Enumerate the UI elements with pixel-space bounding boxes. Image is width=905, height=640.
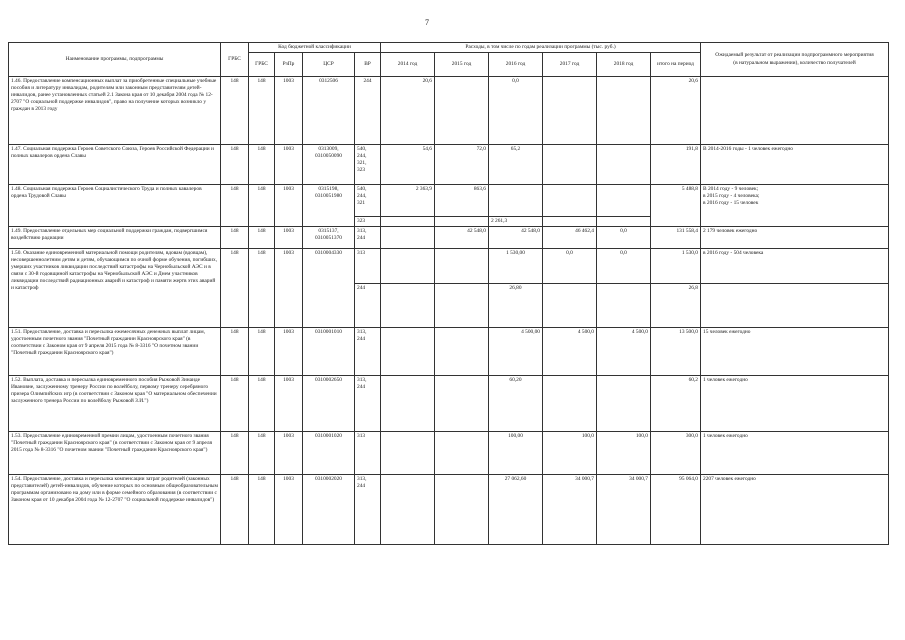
y2018-cell — [597, 284, 651, 328]
program-name: 1.47. Социальная поддержка Героев Советского Союза, Героев Российской Федерации и полных кавалеров ордена Славы — [9, 145, 221, 185]
y2018-cell: 0,0 — [597, 249, 651, 284]
header-2015: 2015 год — [435, 53, 489, 77]
grbs-code-cell: 148 — [249, 328, 275, 376]
csr-cell: 0315137, 0310051370 — [303, 227, 355, 249]
program-name: 1.54. Предоставление, доставка и пересылка компенсации затрат родителей (законных представителей) детей-инвалидов, обучение которых по основным общеобразовательным программам организовано на дому или в форме семейного образования (в соответствии с Законом края от 10 декабря 2004 года № 12-2707 "О социальной поддержке инвалидов") — [9, 475, 221, 545]
y2016-cell: 60,20 — [489, 376, 543, 432]
page-number: 7 — [425, 18, 429, 27]
y2015-cell: 72,0 — [435, 145, 489, 185]
y2017-cell — [543, 376, 597, 432]
y2017-cell: 34 000,7 — [543, 475, 597, 545]
result-cell — [701, 77, 889, 145]
grbs-code-cell: 148 — [249, 185, 275, 227]
grbs-cell: 148 — [221, 376, 249, 432]
csr-cell: 0310002020 — [303, 475, 355, 545]
csr-cell: 0310002650 — [303, 376, 355, 432]
y2014-cell — [381, 284, 435, 328]
grbs-code-cell: 148 — [249, 77, 275, 145]
y2016-cell — [489, 185, 543, 217]
y2014-cell — [381, 432, 435, 475]
rzpr-cell: 1003 — [275, 432, 303, 475]
header-2017: 2017 год — [543, 53, 597, 77]
header-2016: 2016 год — [489, 53, 543, 77]
header-2014: 2014 год — [381, 53, 435, 77]
y2018-cell: 0,0 — [597, 227, 651, 249]
y2015-cell — [435, 475, 489, 545]
total-cell: 13 500,0 — [651, 328, 701, 376]
result-cell: В 2014-2016 годы - 1 человек ежегодно — [701, 145, 889, 185]
grbs-code-cell: 148 — [249, 432, 275, 475]
y2015-cell — [435, 217, 489, 227]
y2017-cell: 0,0 — [543, 249, 597, 284]
program-name: 1.51. Предоставление, доставка и пересылка ежемесячных денежных выплат лицам, удостоенным почетного звания "Почетный гражданин Красноярского края" (в соответствии с Законом края от 9 апреля 2015 года № 8-3316 "О почетном звании "Почетный гражданин Красноярского края") — [9, 328, 221, 376]
vr-cell: 540, 244, 321 — [355, 185, 381, 217]
y2017-cell — [543, 145, 597, 185]
csr-cell: 0310004330 — [303, 249, 355, 328]
total-cell: 26,8 — [651, 284, 701, 328]
grbs-cell: 148 — [221, 475, 249, 545]
table-row — [9, 432, 889, 475]
total-cell: 60,2 — [651, 376, 701, 432]
grbs-cell: 148 — [221, 185, 249, 227]
program-name: 1.49. Предоставление отдельных мер социальной поддержки граждан, подвергшимся воздействию радиации — [9, 227, 221, 249]
y2017-cell — [543, 217, 597, 227]
y2014-cell — [381, 328, 435, 376]
header-expenses: Расходы, в том числе по годам реализации программы (тыс. руб.) — [381, 43, 701, 53]
program-name: 1.53. Предоставление единовременной премии лицам, удостоенным почетного звания "Почетный гражданин Красноярского края" (в соответствии с Законом края от 9 апреля 2015 года № 8-3316 "О почетном звании "Почетный гражданин Красноярского края") — [9, 432, 221, 475]
rzpr-cell: 1003 — [275, 77, 303, 145]
header-name: Наименование программы, подпрограммы — [9, 43, 221, 77]
csr-cell: 0310001020 — [303, 432, 355, 475]
y2015-cell: 863,6 — [435, 185, 489, 217]
y2017-cell — [543, 284, 597, 328]
y2018-cell: 100,0 — [597, 432, 651, 475]
grbs-code-cell: 148 — [249, 376, 275, 432]
y2018-cell — [597, 185, 651, 217]
total-cell: 95 064,0 — [651, 475, 701, 545]
y2018-cell — [597, 145, 651, 185]
header-result: Ожидаемый результат от реализации подпрограммного мероприятия (в натуральном выражении), количество получателей — [701, 43, 889, 77]
y2017-cell — [543, 77, 597, 145]
vr-cell: 313, 244 — [355, 328, 381, 376]
y2015-cell — [435, 77, 489, 145]
result-cell: В 2014 году - 9 человек; в 2015 году - 4 человека; в 2016 году - 15 человек — [701, 185, 889, 227]
csr-cell: 0315198, 0310051980 — [303, 185, 355, 227]
header-rzpr: РзПр — [275, 53, 303, 77]
vr-cell: 313, 244 — [355, 227, 381, 249]
y2014-cell — [381, 227, 435, 249]
y2018-cell: 4 500,0 — [597, 328, 651, 376]
rzpr-cell: 1003 — [275, 227, 303, 249]
y2015-cell — [435, 432, 489, 475]
table-row — [9, 227, 889, 249]
vr-cell: 313 — [355, 432, 381, 475]
vr-cell: 244 — [355, 284, 381, 328]
vr-cell: 323 — [355, 217, 381, 227]
y2018-cell — [597, 376, 651, 432]
result-cell: 2 179 человек ежегодно — [701, 227, 889, 249]
grbs-cell: 148 — [221, 249, 249, 328]
grbs-code-cell: 148 — [249, 145, 275, 185]
grbs-cell: 148 — [221, 77, 249, 145]
y2014-cell: 20,6 — [381, 77, 435, 145]
csr-cell: 0312506 — [303, 77, 355, 145]
program-name: 1.52. Выплата, доставка и пересылка единовременного пособия Рыжовой Зинаиде Ивановне, заслуженному тренеру России по волейболу, первому тренеру серебряного призера Олимпийских игр (в соответствии с Законом края "О материальном обеспечении заслуженного тренера России по волейболу Рыжовой З.И.") — [9, 376, 221, 432]
header-csr: ЦСР — [303, 53, 355, 77]
y2014-cell — [381, 217, 435, 227]
grbs-code-cell: 148 — [249, 227, 275, 249]
result-cell: в 2016 году - 504 человека — [701, 249, 889, 284]
y2014-cell — [381, 376, 435, 432]
rzpr-cell: 1003 — [275, 376, 303, 432]
y2016-cell: 100,00 — [489, 432, 543, 475]
y2018-cell: 34 000,7 — [597, 475, 651, 545]
grbs-cell: 148 — [221, 227, 249, 249]
result-cell: 2207 человек ежегодно — [701, 475, 889, 545]
program-name: 1.46. Предоставление компенсационных выплат за приобретенные специальные учебные пособия и литературу инвалидам, родителям или законным представителям детей-инвалидов, ранее установленных статьей 2.1 Закона края от 10 декабря 2004 года № 12-2707 "О социальной поддержке инвалидов", право на получение которых возникло у граждан в 2013 году — [9, 77, 221, 145]
header-budget-code: Код бюджетной классификации — [249, 43, 381, 53]
y2016-cell: 0,0 — [489, 77, 543, 145]
y2016-cell: 1 530,00 — [489, 249, 543, 284]
y2016-cell: 27 062,60 — [489, 475, 543, 545]
grbs-cell: 148 — [221, 145, 249, 185]
table-row — [9, 376, 889, 432]
csr-cell: 0310001010 — [303, 328, 355, 376]
y2014-cell — [381, 475, 435, 545]
vr-cell: 313, 244 — [355, 376, 381, 432]
y2014-cell: 54,6 — [381, 145, 435, 185]
csr-cell: 0313009, 0310050090 — [303, 145, 355, 185]
header-vr: ВР — [355, 53, 381, 77]
y2017-cell: 46 462,4 — [543, 227, 597, 249]
y2016-cell: 2 261,3 — [489, 217, 543, 227]
y2017-cell: 100,0 — [543, 432, 597, 475]
grbs-code-cell: 148 — [249, 475, 275, 545]
table-row — [9, 185, 889, 217]
y2018-cell — [597, 77, 651, 145]
rzpr-cell: 1003 — [275, 145, 303, 185]
total-cell: 20,6 — [651, 77, 701, 145]
result-cell: 15 человек ежегодно — [701, 328, 889, 376]
grbs-cell: 148 — [221, 432, 249, 475]
rzpr-cell: 1003 — [275, 328, 303, 376]
vr-cell: 313 — [355, 249, 381, 284]
table-row — [9, 249, 889, 284]
vr-cell: 540, 244, 321, 323 — [355, 145, 381, 185]
y2015-cell — [435, 328, 489, 376]
budget-table — [8, 42, 889, 545]
y2015-cell — [435, 284, 489, 328]
y2017-cell — [543, 185, 597, 217]
header-2018: 2018 год — [597, 53, 651, 77]
table-row — [9, 475, 889, 545]
rzpr-cell: 1003 — [275, 249, 303, 328]
vr-cell: 244 — [355, 77, 381, 145]
vr-cell: 313, 244 — [355, 475, 381, 545]
total-cell: 300,0 — [651, 432, 701, 475]
y2016-cell: 65,2 — [489, 145, 543, 185]
y2015-cell: 42 548,0 — [435, 227, 489, 249]
y2015-cell — [435, 376, 489, 432]
y2016-cell: 26,80 — [489, 284, 543, 328]
header-grbs-sub: ГРБС — [249, 53, 275, 77]
rzpr-cell: 1003 — [275, 475, 303, 545]
program-name: 1.50. Оказание единовременной материальной помощи родителям, вдовам (вдовцам), несовершеннолетним детям и детям, обучающимся по очной форме обучения, погибших, умерших участников ликвидации последствий катастрофы на Чернобыльской АЭС и в связи с 30-й годовщиной катастрофы на Чернобыльской АЭС и Днем участников ликвидации последствий радиационных аварий и катастроф и памяти жертв этих аварий и катастроф — [9, 249, 221, 328]
y2016-cell: 42 548,0 — [489, 227, 543, 249]
rzpr-cell: 1003 — [275, 185, 303, 227]
result-cell: 1 человек ежегодно — [701, 376, 889, 432]
table-row — [9, 328, 889, 376]
y2014-cell — [381, 249, 435, 284]
table-row — [9, 145, 889, 185]
result-cell: 1 человек ежегодно — [701, 432, 889, 475]
header-grbs: ГРБС — [221, 43, 249, 77]
program-name: 1.48. Социальная поддержка Героев Социалистического Труда и полных кавалеров ордена Трудовой Славы — [9, 185, 221, 227]
total-cell: 5 488,8 — [651, 185, 701, 227]
grbs-code-cell: 148 — [249, 249, 275, 328]
y2014-cell: 2 363,9 — [381, 185, 435, 217]
table-row — [9, 77, 889, 145]
y2017-cell: 4 500,0 — [543, 328, 597, 376]
y2016-cell: 4 500,00 — [489, 328, 543, 376]
total-cell: 191,8 — [651, 145, 701, 185]
total-cell: 131 558,4 — [651, 227, 701, 249]
grbs-cell: 148 — [221, 328, 249, 376]
y2018-cell — [597, 217, 651, 227]
total-cell: 1 530,0 — [651, 249, 701, 284]
y2015-cell — [435, 249, 489, 284]
header-total: итого на период — [651, 53, 701, 77]
result-cell — [701, 284, 889, 328]
